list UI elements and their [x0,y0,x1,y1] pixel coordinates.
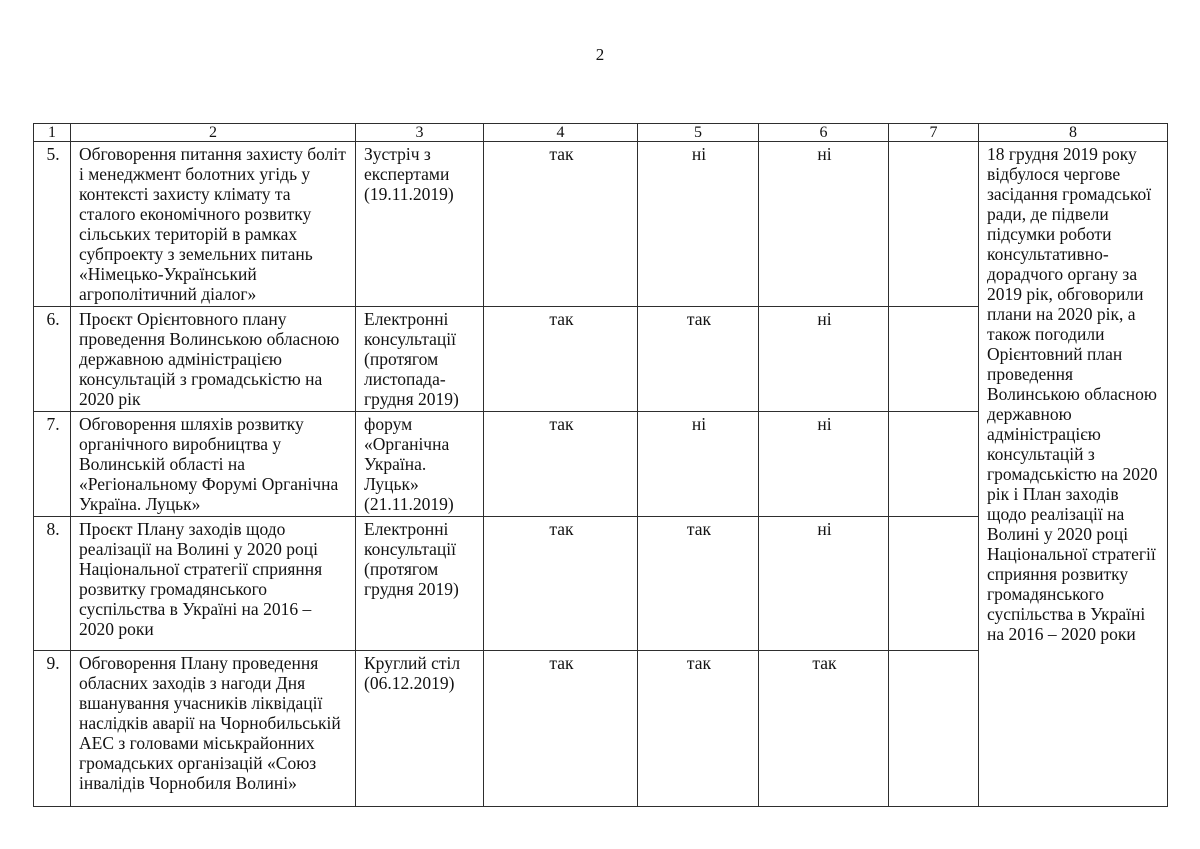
column-header-2: 2 [71,124,356,142]
row-number-cell: 7. [34,412,71,517]
topic-cell: Проєкт Орієнтовного плану проведення Волинською обласною державною адміністрацією консультацій з громадськістю на 2020 рік [71,307,356,412]
row-number-cell: 5. [34,142,71,307]
format-cell: Круглий стіл (06.12.2019) [356,651,484,807]
topic-cell: Обговорення Плану проведення обласних заходів з нагоди Дня вшанування учасників ліквідації наслідків аварії на Чорнобильській АЕС з головами міськрайонних громадських організацій «Союз інвалідів Чорнобиля Волині» [71,651,356,807]
format-cell: Зустріч з експертами (19.11.2019) [356,142,484,307]
format-cell: Електронні консультації (протягом грудня 2019) [356,517,484,651]
yes-no-cell: так [638,307,759,412]
table-header-row [34,124,1168,142]
column-header-3: 3 [356,124,484,142]
yes-no-cell: ні [759,307,889,412]
column-header-8: 8 [979,124,1168,142]
yes-no-cell: так [638,517,759,651]
row-number-cell: 9. [34,651,71,807]
page-number: 2 [595,45,605,64]
topic-cell: Обговорення питання захисту боліт і менеджмент болотних угідь у контексті захисту клімату та сталого економічного розвитку сільських територій в рамках субпроекту з земельних питань «Німецько-Український агрополітичний діалог» [71,142,356,307]
yes-no-cell: так [484,307,638,412]
yes-no-cell: так [638,651,759,807]
yes-no-cell: ні [759,412,889,517]
column-header-4: 4 [484,124,638,142]
yes-no-cell: так [484,517,638,651]
column-header-1: 1 [34,124,71,142]
topic-cell: Обговорення шляхів розвитку органічного виробництва у Волинській області на «Регіональному Форумі Органічна Україна. Луцьк» [71,412,356,517]
format-cell: Електронні консультації (протягом листопада-грудня 2019) [356,307,484,412]
yes-no-cell: ні [638,412,759,517]
yes-no-cell: так [759,651,889,807]
yes-no-cell: так [484,412,638,517]
column-header-6: 6 [759,124,889,142]
empty-cell [889,307,979,412]
table-row [34,142,1168,307]
yes-no-cell: ні [759,142,889,307]
yes-no-cell: так [484,142,638,307]
empty-cell [889,142,979,307]
consultations-table [33,123,1168,807]
format-cell: форум «Органічна Україна. Луцьк» (21.11.2019) [356,412,484,517]
column-header-5: 5 [638,124,759,142]
yes-no-cell: так [484,651,638,807]
yes-no-cell: ні [759,517,889,651]
topic-cell: Проєкт Плану заходів щодо реалізації на Волині у 2020 році Національної стратегії сприяння розвитку громадянського суспільства в Україні на 2016 – 2020 роки [71,517,356,651]
summary-cell: 18 грудня 2019 року відбулося чергове засідання громадської ради, де підвели підсумки роботи консультативно-дорадчого органу за 2019 рік, обговорили плани на 2020 рік, а також погодили Орієнтовний план проведення Волинською обласною державною адміністрацією консультацій з громадськістю на 2020 рік і План заходів щодо реалізації на Волині у 2020 році Національної стратегії сприяння розвитку громадянського суспільства в Україні на 2016 – 2020 роки [979,142,1168,807]
empty-cell [889,412,979,517]
yes-no-cell: ні [638,142,759,307]
column-header-7: 7 [889,124,979,142]
row-number-cell: 8. [34,517,71,651]
empty-cell [889,517,979,651]
empty-cell [889,651,979,807]
row-number-cell: 6. [34,307,71,412]
